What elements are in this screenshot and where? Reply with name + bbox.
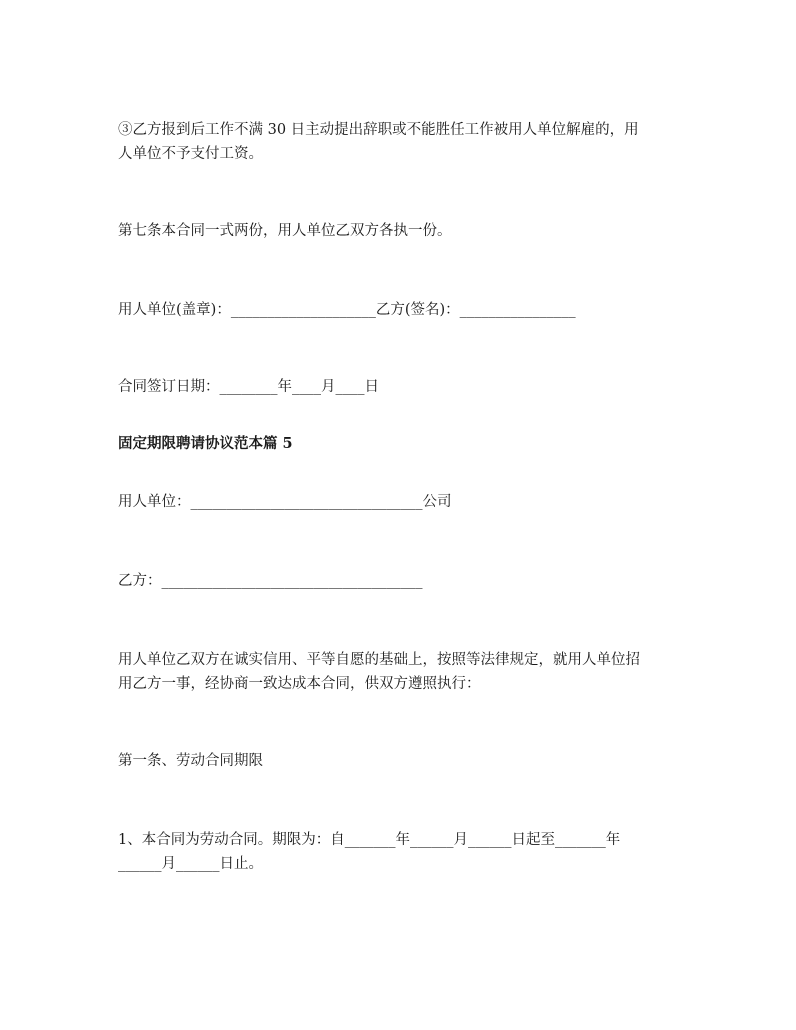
clause-3-line-2: 人单位不予支付工资。	[118, 146, 263, 162]
clause-3-line-1: ③乙方报到后工作不满 30 日主动提出辞职或不能胜任工作被用人单位解雇的，用	[118, 122, 639, 138]
article-7-text: 第七条本合同一式两份，用人单位乙双方各执一份。	[118, 223, 452, 239]
term-line-2: ______月______日止。	[118, 856, 263, 872]
employer-line: 用人单位：________________________________公司	[118, 494, 452, 510]
term-line-1: 1、本合同为劳动合同。期限为：自_______年______月______日起至_______年	[118, 832, 621, 848]
sign-date-line: 合同签订日期：________年____月____日	[118, 379, 379, 395]
article-1-title: 第一条、劳动合同期限	[118, 753, 263, 769]
party-b-line: 乙方：____________________________________	[118, 573, 423, 589]
section-title: 固定期限聘请协议范本篇 5	[118, 435, 293, 452]
preamble-line-1: 用人单位乙双方在诚实信用、平等自愿的基础上，按照等法律规定，就用人单位招	[118, 652, 640, 668]
signature-line: 用人单位(盖章)：____________________乙方(签名)：________________	[118, 302, 576, 318]
preamble-line-2: 用乙方一事，经协商一致达成本合同，供双方遵照执行：	[118, 676, 481, 692]
